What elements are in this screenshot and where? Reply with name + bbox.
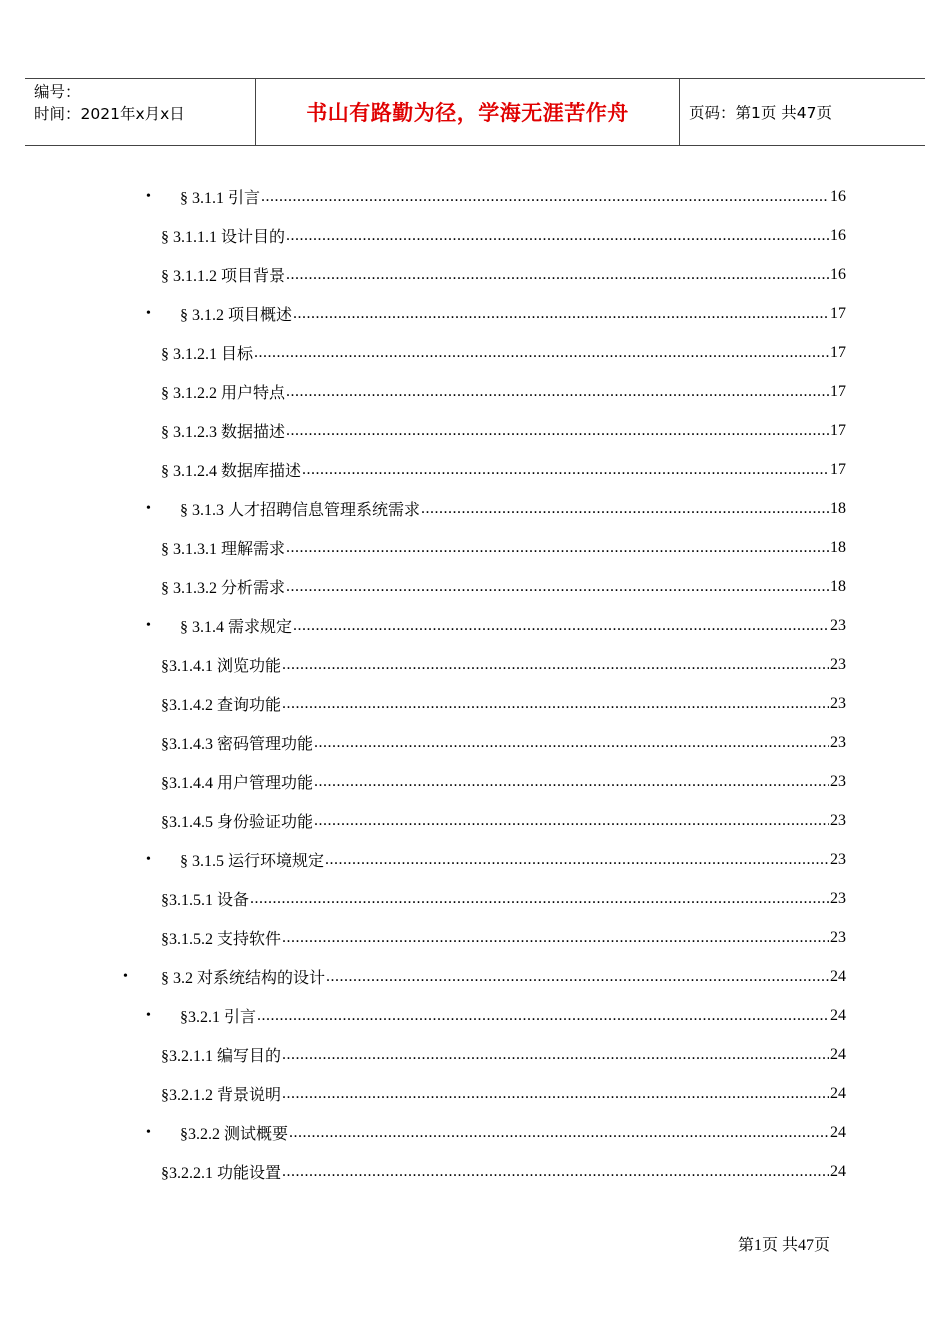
toc-leader-dots: [282, 929, 829, 947]
toc-bullet: •: [146, 305, 151, 321]
toc-leader-dots: [282, 1163, 829, 1181]
toc-entry-page: 24: [830, 1084, 846, 1102]
toc-leader-dots: [286, 227, 829, 245]
toc-leader-dots: [286, 422, 829, 440]
header-motto: 书山有路勤为径，学海无涯苦作舟: [255, 79, 680, 145]
toc-bullet: •: [146, 500, 151, 516]
toc-entry[interactable]: [146, 294, 846, 333]
document-time-label: 时间：2021年x月x日: [34, 105, 185, 123]
toc-entry-page: 18: [830, 577, 846, 595]
toc-entry-page: 24: [830, 1162, 846, 1180]
toc-entry[interactable]: [161, 1074, 846, 1113]
toc-entry-page: 17: [830, 460, 846, 478]
toc-entry[interactable]: [161, 411, 846, 450]
toc-entry-title: § 3.1.2.1 目标: [161, 341, 253, 364]
toc-entry-title: §3.2.1 引言: [180, 1004, 256, 1027]
toc-bullet: •: [146, 617, 151, 633]
toc-entry[interactable]: [161, 567, 846, 606]
toc-entry-title: §3.2.2 测试概要: [180, 1121, 288, 1144]
toc-leader-dots: [282, 1085, 829, 1103]
toc-entry-page: 23: [830, 694, 846, 712]
toc-leader-dots: [257, 1007, 829, 1025]
toc-leader-dots: [325, 851, 829, 869]
toc-entry-title: §3.1.5.1 设备: [161, 887, 249, 910]
toc-entry[interactable]: [161, 528, 846, 567]
toc-entry-title: § 3.1.5 运行环境规定: [180, 848, 324, 871]
toc-leader-dots: [421, 500, 829, 518]
toc-leader-dots: [282, 1046, 829, 1064]
toc-leader-dots: [293, 617, 829, 635]
toc-bullet: •: [123, 968, 128, 984]
toc-entry-page: 23: [830, 616, 846, 634]
toc-entry-page: 23: [830, 733, 846, 751]
toc-bullet: •: [146, 1124, 151, 1140]
toc-leader-dots: [326, 968, 829, 986]
toc-entry[interactable]: [161, 333, 846, 372]
toc-entry[interactable]: [146, 840, 846, 879]
toc-entry-title: § 3.1.1.2 项目背景: [161, 263, 285, 286]
toc-entry[interactable]: [161, 372, 846, 411]
toc-entry-title: § 3.1.2.3 数据描述: [161, 419, 285, 442]
toc-leader-dots: [286, 383, 829, 401]
toc-entry-page: 16: [830, 226, 846, 244]
toc-entry-page: 16: [830, 187, 846, 205]
toc-entry-page: 23: [830, 889, 846, 907]
toc-entry-page: 23: [830, 655, 846, 673]
toc-leader-dots: [261, 188, 829, 206]
toc-bullet: •: [146, 1007, 151, 1023]
toc-entry[interactable]: [161, 645, 846, 684]
toc-entry[interactable]: [161, 918, 846, 957]
toc-entry-title: § 3.2 对系统结构的设计: [161, 965, 325, 988]
toc-entry-title: §3.1.4.3 密码管理功能: [161, 731, 313, 754]
toc-entry-page: 24: [830, 1006, 846, 1024]
toc-bullet: •: [146, 188, 151, 204]
toc-leader-dots: [282, 695, 829, 713]
toc-leader-dots: [302, 461, 829, 479]
footer-page-info: 第1页 共47页: [738, 1237, 831, 1254]
toc-entry[interactable]: [161, 1152, 846, 1191]
toc-leader-dots: [250, 890, 829, 908]
toc-leader-dots: [286, 266, 829, 284]
toc-entry-page: 23: [830, 772, 846, 790]
toc-leader-dots: [286, 578, 829, 596]
toc-entry[interactable]: [161, 216, 846, 255]
toc-entry[interactable]: [161, 1035, 846, 1074]
toc-entry-title: §3.1.4.4 用户管理功能: [161, 770, 313, 793]
toc-entry-title: §3.1.4.2 查询功能: [161, 692, 281, 715]
toc-leader-dots: [314, 812, 829, 830]
toc-entry-page: 23: [830, 811, 846, 829]
toc-entry[interactable]: [161, 723, 846, 762]
toc-entry[interactable]: [146, 489, 846, 528]
toc-entry-title: § 3.1.4 需求规定: [180, 614, 292, 637]
toc-entry[interactable]: [146, 606, 846, 645]
toc-entry-page: 18: [830, 538, 846, 556]
header-page-info: 页码：第1页 共47页: [689, 104, 833, 122]
toc-entry-page: 24: [830, 1045, 846, 1063]
toc-leader-dots: [314, 773, 829, 791]
toc-entry-title: § 3.1.2.2 用户特点: [161, 380, 285, 403]
toc-entry-page: 17: [830, 343, 846, 361]
toc-entry[interactable]: [161, 762, 846, 801]
toc-entry-title: §3.2.2.1 功能设置: [161, 1160, 281, 1183]
header-meta: [25, 79, 255, 145]
toc-entry[interactable]: [161, 450, 846, 489]
toc-entry-page: 23: [830, 928, 846, 946]
document-number-label: 编号：: [34, 83, 81, 101]
toc-entry-page: 17: [830, 304, 846, 322]
toc-leader-dots: [254, 344, 829, 362]
toc-entry-title: §3.1.4.1 浏览功能: [161, 653, 281, 676]
toc-entry[interactable]: [161, 801, 846, 840]
toc-entry-page: 17: [830, 382, 846, 400]
toc-entry-title: § 3.1.3 人才招聘信息管理系统需求: [180, 497, 420, 520]
toc-entry-title: §3.2.1.2 背景说明: [161, 1082, 281, 1105]
toc-entry-title: § 3.1.2.4 数据库描述: [161, 458, 301, 481]
toc-entry[interactable]: [146, 996, 846, 1035]
toc-entry-page: 16: [830, 265, 846, 283]
toc-leader-dots: [314, 734, 829, 752]
toc-entry[interactable]: [161, 255, 846, 294]
toc-leader-dots: [282, 656, 829, 674]
toc-entry[interactable]: [161, 879, 846, 918]
toc-entry[interactable]: [161, 684, 846, 723]
toc-entry-title: § 3.1.1.1 设计目的: [161, 224, 285, 247]
toc-entry[interactable]: [146, 1113, 846, 1152]
toc-entry-title: §3.2.1.1 编写目的: [161, 1043, 281, 1066]
toc-bullet: •: [146, 851, 151, 867]
toc-leader-dots: [289, 1124, 829, 1142]
toc-leader-dots: [286, 539, 829, 557]
toc-entry-title: § 3.1.3.2 分析需求: [161, 575, 285, 598]
toc-entry-title: § 3.1.1 引言: [180, 185, 260, 208]
toc-entry-page: 24: [830, 967, 846, 985]
toc-entry[interactable]: [146, 177, 846, 216]
toc-entry-title: § 3.1.2 项目概述: [180, 302, 292, 325]
toc-entry-page: 23: [830, 850, 846, 868]
toc-entry-page: 18: [830, 499, 846, 517]
toc-entry[interactable]: [123, 957, 846, 996]
toc-leader-dots: [293, 305, 829, 323]
page-header: [25, 78, 925, 146]
toc-entry-title: § 3.1.3.1 理解需求: [161, 536, 285, 559]
toc-entry-title: §3.1.5.2 支持软件: [161, 926, 281, 949]
toc-entry-page: 17: [830, 421, 846, 439]
toc-entry-title: §3.1.4.5 身份验证功能: [161, 809, 313, 832]
toc-entry-page: 24: [830, 1123, 846, 1141]
